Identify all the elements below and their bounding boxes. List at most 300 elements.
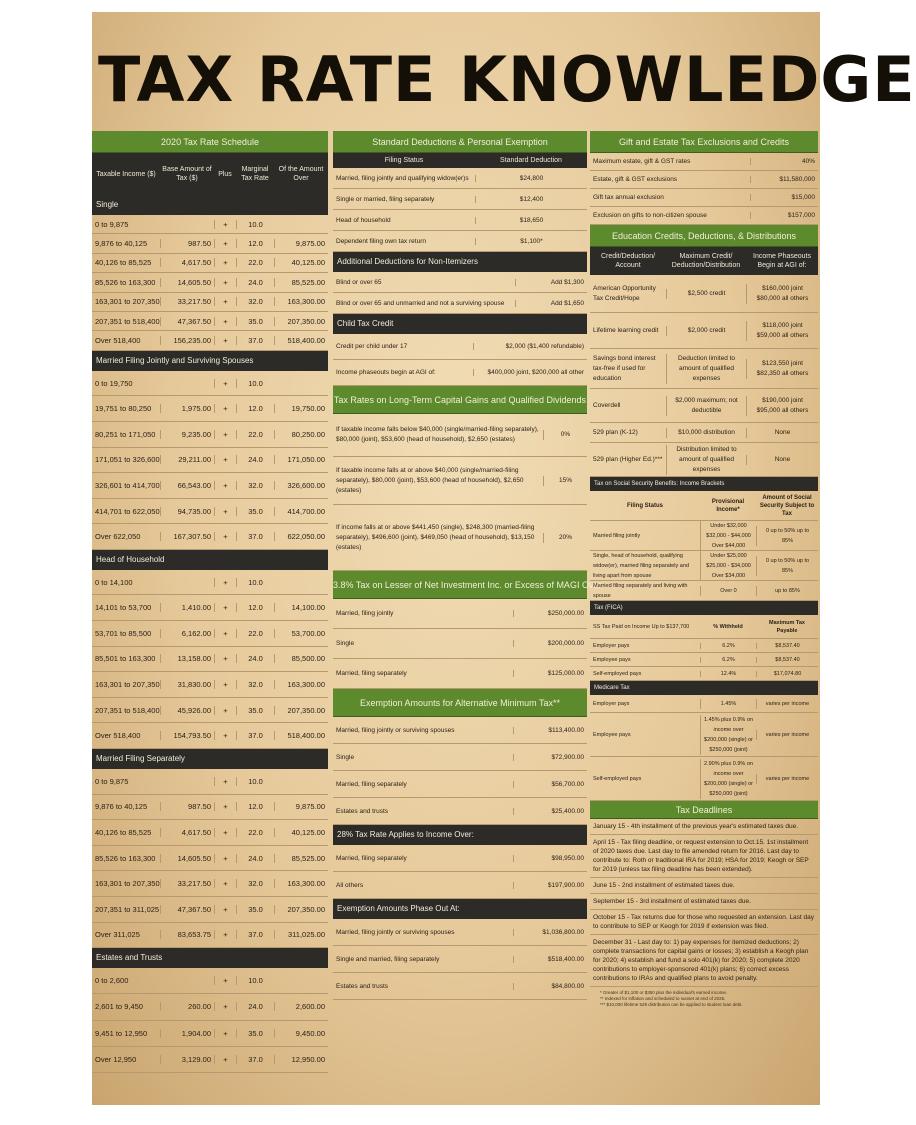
table-cell: Married, filing jointly and qualifying widow(er)s (336, 174, 469, 182)
table-row (590, 313, 818, 349)
table-cell: Gift tax annual exclusion (593, 194, 664, 201)
deadline-item: June 15 - 2nd installment of estimated taxes due. (590, 878, 818, 894)
fica-rows (590, 639, 818, 681)
table-cell: Married, filing jointly or surviving spouses (336, 928, 455, 936)
table-cell: $400,000 joint, $200,000 all other (473, 369, 587, 376)
schedule-row (92, 312, 328, 331)
schedule-cell: 6,162.00 (160, 629, 214, 638)
table-cell: $17,074.80 (756, 671, 818, 677)
schedule-cell: 35.0 (236, 1029, 274, 1038)
schedule-cell: 40,125.00 (274, 258, 328, 267)
niit-rows (333, 599, 587, 689)
schedule-cell: + (214, 680, 236, 689)
schedule-cell: 207,351 to 518,400 (95, 705, 160, 715)
table-cell: Credit per child under 17 (336, 343, 408, 350)
table-cell: If income falls at or above $441,450 (single), $248,300 (married-filing separately), $496,600 (joint), $469,050 (head of household), $13,150 (estates) (336, 523, 535, 551)
table-cell: Married filing jointly (593, 532, 641, 539)
standard-column-headers (333, 153, 587, 168)
schedule-cell: 53,700.00 (274, 629, 328, 638)
schedule-row (92, 215, 328, 234)
table-cell: Estates and trusts (336, 807, 389, 815)
col-amount-over: Of the Amount Over (278, 166, 324, 182)
schedule-cell: 47,367.50 (160, 905, 214, 914)
schedule-cell: 207,350.00 (274, 706, 328, 715)
table-cell: Over 0 (700, 586, 756, 596)
footnote: *** $10,000 lifetime 529 distribution can be applied to student loan debt. (600, 1002, 743, 1007)
schedule-cell: 326,600.00 (274, 481, 328, 490)
schedule-cell: + (214, 297, 236, 306)
table-cell: $18,650 (475, 217, 587, 224)
schedule-cell: 9,235.00 (160, 430, 214, 439)
schedule-cell: + (214, 507, 236, 516)
col-credit-account: Credit/Deduction/ Account (600, 253, 656, 269)
schedule-cell: Over 622,050 (95, 532, 141, 542)
schedule-row (92, 293, 328, 312)
schedule-cell: 32.0 (236, 680, 274, 689)
schedule-cell: + (214, 455, 236, 464)
schedule-cell: + (214, 404, 236, 413)
table-cell: 20% (543, 533, 587, 543)
schedule-cell: 9,451 to 12,950 (95, 1028, 148, 1038)
table-row (590, 713, 818, 757)
tax-rate-schedule (92, 131, 328, 1073)
table-cell: $12,400 (475, 196, 587, 203)
schedule-cell: + (214, 905, 236, 914)
schedule-cell: 29,211.00 (160, 455, 214, 464)
table-cell: Maximum estate, gift & GST rates (593, 158, 691, 165)
table-cell: Self-employed pays (593, 670, 642, 677)
poster (92, 12, 916, 1105)
schedule-row (92, 698, 328, 724)
schedule-row (92, 647, 328, 673)
schedule-section-header: Single (92, 195, 328, 215)
schedule-cell: 9,450.00 (274, 1029, 328, 1038)
education-rows (590, 275, 818, 477)
schedule-row (92, 871, 328, 897)
child-rows (333, 334, 587, 386)
schedule-row (92, 234, 328, 253)
table-cell: Income phaseouts begin at AGI of: (336, 369, 436, 376)
table-row (590, 443, 818, 477)
gift-rows (590, 153, 818, 225)
table-row (333, 334, 587, 360)
schedule-cell: + (214, 220, 236, 229)
schedule-cell: + (214, 603, 236, 612)
deductions-column (333, 131, 602, 1000)
table-cell: varies per income (756, 699, 818, 709)
table-cell: $10,000 distribution (666, 428, 746, 438)
schedule-row (92, 473, 328, 499)
schedule-cell: 2,600.00 (274, 1002, 328, 1011)
table-cell: Under $25,000 $25,000 - $34,000 Over $34,000 (700, 551, 756, 581)
schedule-cell: + (214, 1055, 236, 1064)
schedule-cell: 2,601 to 9,450 (95, 1002, 143, 1012)
table-cell: $118,000 joint $59,000 all others (746, 321, 818, 341)
table-cell: Employer pays (593, 642, 630, 649)
table-row (333, 659, 587, 689)
schedule-cell: 311,025.00 (274, 930, 328, 939)
table-cell: Head of household (336, 216, 391, 224)
table-cell: $24,800 (475, 175, 587, 182)
schedule-cell: 414,701 to 622,050 (95, 506, 160, 516)
schedule-cell: 10.0 (236, 777, 274, 786)
schedule-cell: 10.0 (236, 379, 274, 388)
tax-deadlines-header: Tax Deadlines (590, 801, 818, 819)
schedule-cell: 1,975.00 (160, 404, 214, 413)
schedule-cell: 10.0 (236, 578, 274, 587)
table-cell: $25,400.00 (513, 808, 587, 815)
schedule-cell: + (214, 1002, 236, 1011)
amt-phase-rows (333, 919, 587, 1000)
table-cell: $518,400.00 (513, 956, 587, 963)
schedule-cell: 14,605.50 (160, 278, 214, 287)
table-row (333, 744, 587, 771)
table-cell: Distribution limited to amount of qualified expenses (666, 445, 746, 475)
table-row (590, 153, 818, 171)
education-column-headers (590, 247, 818, 275)
social-security-header: Tax on Social Security Benefits: Income Brackets (590, 477, 818, 491)
schedule-cell: 40,125.00 (274, 828, 328, 837)
table-cell: varies per income (756, 730, 818, 740)
table-cell: $125,000.00 (513, 670, 587, 677)
schedule-cell: 207,351 to 311,025 (95, 904, 160, 914)
schedule-row (92, 723, 328, 749)
table-row (590, 639, 818, 653)
schedule-cell: 207,350.00 (274, 905, 328, 914)
schedule-cell: + (214, 379, 236, 388)
schedule-cell: 14,101 to 53,700 (95, 603, 152, 613)
schedule-cell: 1,410.00 (160, 603, 214, 612)
table-row (333, 414, 587, 457)
schedule-cell: 31,830.00 (160, 680, 214, 689)
ss-column-headers (590, 491, 818, 521)
table-row (590, 551, 818, 581)
table-cell: Married filing separately and living with spouse (593, 582, 688, 599)
table-row (333, 946, 587, 973)
schedule-cell: 0 to 2,600 (95, 976, 129, 986)
table-cell: All others (336, 881, 364, 889)
schedule-cell: 987.50 (160, 239, 214, 248)
col-filing-status: Filing Status (384, 157, 424, 164)
col-plus: Plus (218, 170, 232, 178)
schedule-cell: 12.0 (236, 802, 274, 811)
schedule-cell: 40,126 to 85,525 (95, 828, 152, 838)
table-cell: Married, filing separately (336, 670, 407, 677)
schedule-row (92, 448, 328, 474)
table-row (333, 293, 587, 314)
table-cell: Single or married, filing separately (336, 195, 435, 203)
schedule-cell: 32.0 (236, 297, 274, 306)
table-cell: Single and married, filing separately (336, 955, 440, 963)
schedule-cell: 9,875.00 (274, 802, 328, 811)
schedule-cell: 33,217.50 (160, 879, 214, 888)
deadline-item: October 15 - Tax returns due for those who requested an extension. Last day to contribute to SEP or Keogh for 2019 if extension was filed. (590, 910, 818, 935)
table-cell: 40% (750, 158, 818, 165)
table-row (333, 629, 587, 659)
schedule-cell: + (214, 430, 236, 439)
schedule-cell: 163,300.00 (274, 297, 328, 306)
table-cell: $15,000 (750, 194, 818, 201)
table-row (590, 695, 818, 713)
table-row (590, 275, 818, 313)
gift-education-column (590, 131, 818, 1011)
schedule-cell: 987.50 (160, 802, 214, 811)
table-cell: $2,000 maximum; not deductible (666, 396, 746, 416)
capital-gains-rows (333, 414, 587, 571)
schedule-cell: 163,301 to 207,350 (95, 680, 160, 690)
schedule-cell: 37.0 (236, 930, 274, 939)
fica-header: Tax (FICA) (590, 601, 818, 615)
table-cell: Under $32,000 $32,000 - $44,000 Over $44,000 (700, 521, 756, 551)
schedule-cell: 163,301 to 207,350 (95, 879, 160, 889)
table-cell: Self-employed pays (593, 775, 642, 782)
schedule-cell: 12.0 (236, 404, 274, 413)
table-cell: Deduction limited to amount of qualified expenses (666, 354, 746, 384)
schedule-cell: Over 12,950 (95, 1054, 137, 1064)
table-cell: Married, filing jointly or surviving spouses (336, 726, 455, 734)
table-cell: $98,950.00 (513, 855, 587, 862)
schedule-cell: 207,350.00 (274, 317, 328, 326)
table-cell: 529 plan (K-12) (593, 428, 638, 436)
schedule-cell: 37.0 (236, 731, 274, 740)
amt-header: Exemption Amounts for Alternative Minimum Tax** (333, 689, 587, 717)
schedule-cell: 163,300.00 (274, 879, 328, 888)
schedule-cell: 35.0 (236, 317, 274, 326)
table-cell: None (746, 455, 818, 465)
table-cell: If taxable income falls at or above $40,000 (single/married-filing separately), $80,000 (joint), $53,600 (head of household), $2,650 (estates) (336, 466, 524, 494)
footnote: ** Indexed for inflation and scheduled to sunset at end of 2025. (600, 996, 726, 1001)
schedule-cell: 10.0 (236, 220, 274, 229)
schedule-cell: 37.0 (236, 1055, 274, 1064)
table-row (333, 231, 587, 252)
schedule-cell: 12,950.00 (274, 1055, 328, 1064)
table-cell: 1.45% (700, 699, 756, 709)
schedule-cell: 24.0 (236, 278, 274, 287)
table-cell: $157,000 (750, 212, 818, 219)
table-cell: $72,900.00 (513, 754, 587, 761)
additional-deductions-header: Additional Deductions for Non-Itemizers (333, 252, 587, 272)
schedule-cell: 45,926.00 (160, 706, 214, 715)
schedule-cell: 414,700.00 (274, 507, 328, 516)
deadline-item: April 15 - Tax filing deadline, or request extension to Oct.15. 1st installment of 2020 taxes due. Last day to file amended return for 2016. Last day to contribute to: Roth or traditional IRA for 2019; HSA for 2019; Keogh or SEP for 2019 (unless tax filing deadline has been extended). (590, 835, 818, 878)
table-cell: $84,800.00 (513, 983, 587, 990)
amt-rate-header: 28% Tax Rate Applies to Income Over: (333, 825, 587, 845)
schedule-cell: 326,601 to 414,700 (95, 480, 160, 490)
table-row (333, 872, 587, 899)
col-base-amount: Base Amount of Tax ($) (162, 166, 212, 182)
schedule-cell: 10.0 (236, 976, 274, 985)
footnotes (590, 987, 818, 1011)
poster-title: TAX RATE KNOWLEDGE (98, 43, 916, 116)
table-cell: Exclusion on gifts to non-citizen spouse (593, 212, 707, 219)
table-cell: American Opportunity Tax Credit/Hope (593, 284, 656, 302)
schedule-cell: 85,526 to 163,300 (95, 853, 156, 863)
table-row (333, 717, 587, 744)
table-cell: Employee pays (593, 656, 631, 663)
schedule-cell: 24.0 (236, 455, 274, 464)
col-standard-deduction: Standard Deduction (500, 157, 562, 164)
table-cell: Dependent filing own tax return (336, 237, 426, 245)
table-cell: Single (336, 753, 355, 761)
amt-phase-header: Exemption Amounts Phase Out At: (333, 899, 587, 919)
table-cell: Lifetime learning credit (593, 326, 659, 334)
table-cell: Estates and trusts (336, 982, 389, 990)
col-income-phaseouts: Income Phaseouts Begin at AGI of: (753, 253, 811, 269)
schedule-cell: 622,050.00 (274, 532, 328, 541)
table-cell: $2,000 credit (666, 326, 746, 336)
schedule-cell: + (214, 278, 236, 287)
col-max-tax: Maximum Tax Payable (769, 619, 805, 634)
ss-rows (590, 521, 818, 601)
deadline-item: January 15 - 4th installment of the previous year's estimated taxes due. (590, 819, 818, 835)
schedule-cell: 167,307.50 (160, 532, 214, 541)
schedule-cell: + (214, 481, 236, 490)
table-row (333, 919, 587, 946)
schedule-cell: 4,617.50 (160, 828, 214, 837)
standard-rows (333, 168, 587, 252)
schedule-row (92, 846, 328, 872)
schedule-cell: 83,653.75 (160, 930, 214, 939)
table-cell: 0 up to 50% up to 85% (756, 526, 818, 546)
schedule-cell: 13,158.00 (160, 654, 214, 663)
table-cell: 15% (543, 476, 587, 486)
schedule-cell: 0 to 9,875 (95, 776, 129, 786)
schedule-cell: 47,367.50 (160, 317, 214, 326)
education-header: Education Credits, Deductions, & Distributions (590, 225, 818, 247)
schedule-body (92, 195, 328, 1073)
table-row (333, 457, 587, 505)
schedule-cell: 22.0 (236, 430, 274, 439)
schedule-cell: Over 311,025 (95, 930, 140, 940)
table-row (333, 360, 587, 386)
table-cell: $1,036,800.00 (513, 929, 587, 936)
schedule-cell: 9,875.00 (274, 239, 328, 248)
schedule-cell: 85,500.00 (274, 654, 328, 663)
table-cell: up to 85% (756, 586, 818, 596)
child-tax-credit-header: Child Tax Credit (333, 314, 587, 334)
schedule-cell: 156,235.00 (160, 336, 214, 345)
table-row (590, 521, 818, 551)
medicare-header: Medicare Tax (590, 681, 818, 695)
schedule-cell: 35.0 (236, 905, 274, 914)
table-cell: Employee pays (593, 731, 631, 738)
table-row (590, 171, 818, 189)
schedule-row (92, 820, 328, 846)
table-cell: Single (336, 640, 355, 647)
schedule-cell: + (214, 532, 236, 541)
schedule-cell: 163,301 to 207,350 (95, 297, 160, 307)
schedule-row (92, 672, 328, 698)
medicare-rows (590, 695, 818, 801)
schedule-row (92, 769, 328, 795)
schedule-cell: 9,876 to 40,125 (95, 239, 148, 249)
additional-rows (333, 272, 587, 314)
table-cell: $1,100* (475, 238, 587, 245)
table-row (590, 207, 818, 225)
schedule-row (92, 968, 328, 994)
footnote: * Greater of $1,100 or $350 plus the individual's earned income. (600, 990, 728, 995)
schedule-cell: Over 518,400 (95, 731, 141, 741)
table-cell: $160,000 joint $80,000 all others (746, 284, 818, 304)
table-row (333, 599, 587, 629)
schedule-cell: 14,100.00 (274, 603, 328, 612)
table-cell: 6.2% (700, 657, 756, 663)
schedule-cell: 85,501 to 163,300 (95, 654, 156, 664)
deadline-item: December 31 - Last day to: 1) pay expenses for itemized deductions; 2) complete transactions for capital gains or losses; 3) establish a Keogh plan for 2020; 4) establish and fund a solo 401(k) for 2020; 5) complete 2020 contributions to employer-sponsored 401(k) plans; 6) correct excess contributions to IRAs and qualified plans to avoid penalty. (590, 935, 818, 987)
table-cell: $197,900.00 (513, 882, 587, 889)
table-cell: $250,000.00 (513, 610, 587, 617)
table-row (590, 581, 818, 601)
table-cell: Married, filing separately (336, 854, 407, 862)
table-row (333, 798, 587, 825)
table-cell: $56,700.00 (513, 781, 587, 788)
schedule-cell: 53,701 to 85,500 (95, 628, 152, 638)
table-row (590, 189, 818, 207)
schedule-row (92, 994, 328, 1020)
schedule-cell: 0 to 9,875 (95, 219, 129, 229)
col-provisional-income: Provisional Income* (711, 498, 745, 513)
schedule-row (92, 621, 328, 647)
deadline-rows (590, 819, 818, 987)
schedule-cell: 22.0 (236, 828, 274, 837)
table-cell: Add $1,300 (515, 279, 587, 286)
table-cell: $123,550 joint $82,350 all others (746, 359, 818, 379)
schedule-row (92, 1047, 328, 1073)
schedule-row (92, 331, 328, 350)
gift-estate-header: Gift and Estate Tax Exclusions and Credits (590, 131, 818, 153)
schedule-cell: 66,543.00 (160, 481, 214, 490)
schedule-cell: Over 518,400 (95, 336, 141, 346)
schedule-row (92, 795, 328, 821)
schedule-cell: + (214, 629, 236, 638)
col-ss-subject: Amount of Social Security Subject to Tax (759, 494, 815, 517)
schedule-cell: + (214, 731, 236, 740)
schedule-cell: 80,250.00 (274, 430, 328, 439)
table-cell: $8,537.40 (756, 657, 818, 663)
schedule-cell: + (214, 317, 236, 326)
schedule-cell: 32.0 (236, 879, 274, 888)
table-cell: 6.2% (700, 643, 756, 649)
schedule-cell: 24.0 (236, 654, 274, 663)
schedule-cell: 22.0 (236, 258, 274, 267)
schedule-cell: 35.0 (236, 706, 274, 715)
table-row (590, 653, 818, 667)
schedule-row (92, 595, 328, 621)
table-cell: varies per income (756, 774, 818, 784)
schedule-cell: + (214, 802, 236, 811)
table-row (333, 210, 587, 231)
table-cell: Married, filing separately (336, 780, 407, 788)
table-cell: $2,500 credit (666, 289, 746, 299)
table-cell: 529 plan (Higher Ed.)*** (593, 455, 663, 463)
schedule-cell: 0 to 19,750 (95, 378, 133, 388)
schedule-section-header: Married Filing Jointly and Surviving Spouses (92, 351, 328, 371)
schedule-cell: + (214, 706, 236, 715)
schedule-cell: + (214, 879, 236, 888)
table-cell: 0% (543, 430, 587, 440)
schedule-cell: 163,300.00 (274, 680, 328, 689)
table-row (590, 349, 818, 389)
col-taxable-income: Taxable Income ($) (96, 170, 156, 178)
table-cell: 0 up to 50% up to 85% (756, 556, 818, 576)
schedule-cell: 0 to 14,100 (95, 577, 133, 587)
schedule-row (92, 570, 328, 596)
schedule-cell: 37.0 (236, 336, 274, 345)
table-cell: $2,000 ($1,400 refundable) (473, 343, 587, 350)
schedule-cell: + (214, 654, 236, 663)
schedule-cell: 12.0 (236, 603, 274, 612)
schedule-cell: 518,400.00 (274, 731, 328, 740)
